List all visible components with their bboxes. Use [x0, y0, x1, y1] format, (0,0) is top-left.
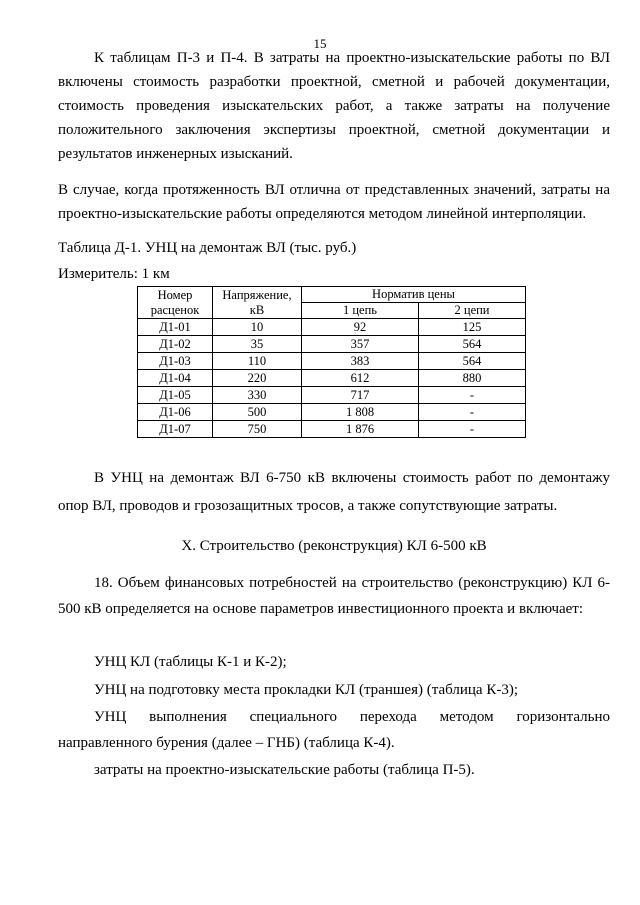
cell-code: Д1-03	[138, 353, 213, 370]
cell-code: Д1-06	[138, 404, 213, 421]
cell-voltage: 110	[213, 353, 302, 370]
cell-circuit-1: 612	[302, 370, 419, 387]
cell-code: Д1-05	[138, 387, 213, 404]
section-heading: X. Строительство (реконструкция) КЛ 6-500 кВ	[181, 538, 487, 554]
cell-circuit-2: 564	[419, 336, 526, 353]
cell-code: Д1-01	[138, 319, 213, 336]
cell-code: Д1-07	[138, 421, 213, 438]
list-item: затраты на проектно-изыскательские работы (таблица П-5).	[94, 762, 475, 778]
cell-circuit-2: -	[419, 404, 526, 421]
cell-circuit-1: 717	[302, 387, 419, 404]
cell-circuit-1: 383	[302, 353, 419, 370]
measure-label: Измеритель: 1 км	[58, 266, 170, 282]
list-item: УНЦ КЛ (таблицы К-1 и К-2);	[94, 654, 287, 670]
cell-circuit-1: 357	[302, 336, 419, 353]
table-row	[138, 370, 526, 387]
header-voltage: Напряжение, кВ	[213, 287, 302, 319]
cell-code: Д1-04	[138, 370, 213, 387]
cell-circuit-2: 125	[419, 319, 526, 336]
cell-voltage: 330	[213, 387, 302, 404]
cell-voltage: 35	[213, 336, 302, 353]
paragraph-interpolation: В случае, когда протяженность ВЛ отлична от представленных значений, затраты на проектно-изыскательские работы определяются методом линейной интерполяции.	[58, 182, 610, 222]
header-number: Номер расценок	[138, 287, 213, 319]
table-row	[138, 404, 526, 421]
paragraph-dismantling-scope: В УНЦ на демонтаж ВЛ 6-750 кВ включены стоимость работ по демонтажу опор ВЛ, проводов и грозозащитных тросов, а также сопутствующие затраты.	[58, 470, 610, 514]
cell-circuit-2: 880	[419, 370, 526, 387]
cell-circuit-1: 1 808	[302, 404, 419, 421]
list-item: УНЦ выполнения специального перехода методом горизонтально направленного бурения (далее – ГНБ) (таблица К-4).	[58, 709, 610, 751]
cell-voltage: 220	[213, 370, 302, 387]
cell-voltage: 500	[213, 404, 302, 421]
cell-circuit-2: 564	[419, 353, 526, 370]
paragraph-tables-p3-p4: К таблицам П-3 и П-4. В затраты на проектно-изыскательские работы по ВЛ включены стоимость разработки проектной, сметной и рабочей документации, стоимость проведения изыскательских работ, а также затраты на получение положительного заключения экспертизы проектной, сметной документации и результатов инженерных изысканий.	[58, 50, 610, 162]
table-row	[138, 319, 526, 336]
cell-voltage: 750	[213, 421, 302, 438]
paragraph-item-18: 18. Объем финансовых потребностей на строительство (реконструкцию) КЛ 6-500 кВ определяется на основе параметров инвестиционного проекта и включает:	[58, 575, 610, 617]
header-circuit-1: 1 цепь	[302, 303, 419, 319]
page-number: 15	[313, 36, 327, 51]
table-row	[138, 421, 526, 438]
cell-circuit-2: -	[419, 421, 526, 438]
cell-circuit-1: 1 876	[302, 421, 419, 438]
cell-circuit-2: -	[419, 387, 526, 404]
dismantling-price-table	[137, 286, 526, 438]
table-row	[138, 387, 526, 404]
header-circuit-2: 2 цепи	[419, 303, 526, 319]
table-row	[138, 336, 526, 353]
header-norm: Норматив цены	[302, 287, 526, 303]
table-caption: Таблица Д-1. УНЦ на демонтаж ВЛ (тыс. руб.)	[58, 240, 357, 256]
cell-circuit-1: 92	[302, 319, 419, 336]
table-row	[138, 353, 526, 370]
cell-code: Д1-02	[138, 336, 213, 353]
list-item: УНЦ на подготовку места прокладки КЛ (траншея) (таблица К-3);	[94, 682, 518, 698]
cell-voltage: 10	[213, 319, 302, 336]
